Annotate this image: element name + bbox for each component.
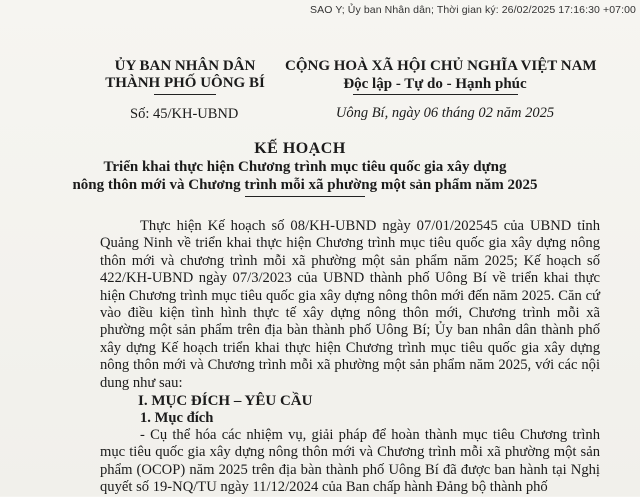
authority-underline: [154, 94, 216, 95]
national-title: CỘNG HOÀ XÃ HỘI CHỦ NGHĨA VIỆT NAM: [285, 58, 597, 74]
title-underline: [245, 196, 365, 197]
issuing-authority-block: [100, 58, 270, 123]
section-heading-purpose: I. MỤC ĐÍCH – YÊU CẦU: [138, 393, 313, 410]
national-motto: Độc lập - Tự do - Hạnh phúc: [343, 76, 527, 92]
authority-line-1: ỦY BAN NHÂN DÂN: [114, 58, 256, 74]
title-line-2: nông thôn mới và Chương trình mỗi xã phường một sản phẩm năm 2025: [72, 177, 538, 193]
purpose-paragraph: - Cụ thể hóa các nhiệm vụ, giải pháp để hoàn thành mục tiêu Chương trình mục tiêu quốc gia xây dựng nông thôn mới và Chương trình mỗi xã phường một sản phẩm (OCOP) năm 2025 trên địa bàn thành phố Uông Bí đã được ban hành tại Nghị quyết số 19-NQ/TU ngày 11/12/2024 của Ban chấp hành Đảng bộ thành phố: [100, 427, 600, 496]
title-line-1: Triển khai thực hiện Chương trình mục tiêu quốc gia xây dựng: [103, 159, 507, 175]
national-motto-block: [285, 58, 597, 122]
issue-date: Uông Bí, ngày 06 tháng 02 năm 2025: [335, 105, 555, 121]
intro-paragraph: Thực hiện Kế hoạch số 08/KH-UBND ngày 07/01/202545 của UBND tỉnh Quảng Ninh về triển khai thực hiện Chương trình mục tiêu quốc gia xây dựng nông thôn mới và chương trình mỗi xã phường một sản phẩm năm 2025; Kế hoạch số 422/KH-UBND ngày 07/3/2023 của UBND thành phố Uông Bí về triển khai thực hiện Chương trình mục tiêu quốc gia xây dựng nông thôn mới đến năm 2025. Căn cứ vào điều kiện tình hình thực tế xây dựng nông thôn mới, Chương trình mỗi xã phường một sản phẩm trên địa bàn thành phố Uông Bí; Ủy ban nhân dân thành phố xây dựng Kế hoạch triển khai thực hiện Chương trình mục tiêu quốc gia xây dựng nông thôn mới và Chương trình mỗi xã phường một sản phẩm năm 2025, với các nội dung như sau:: [100, 218, 600, 391]
document-title-block: [0, 140, 640, 197]
authority-line-2: THÀNH PHỐ UÔNG BÍ: [105, 75, 265, 91]
signature-stamp-line: SAO Y; Ủy ban Nhân dân; Thời gian ký: 26/02/2025 17:16:30 +07:00: [310, 4, 636, 16]
document-body: [100, 218, 600, 497]
motto-underline: [353, 94, 518, 95]
subsection-heading-purpose: 1. Mục đích: [140, 410, 214, 427]
document-type-heading: KẾ HOẠCH: [254, 140, 346, 157]
document-number: Số: 45/KH-UBND: [130, 106, 239, 122]
